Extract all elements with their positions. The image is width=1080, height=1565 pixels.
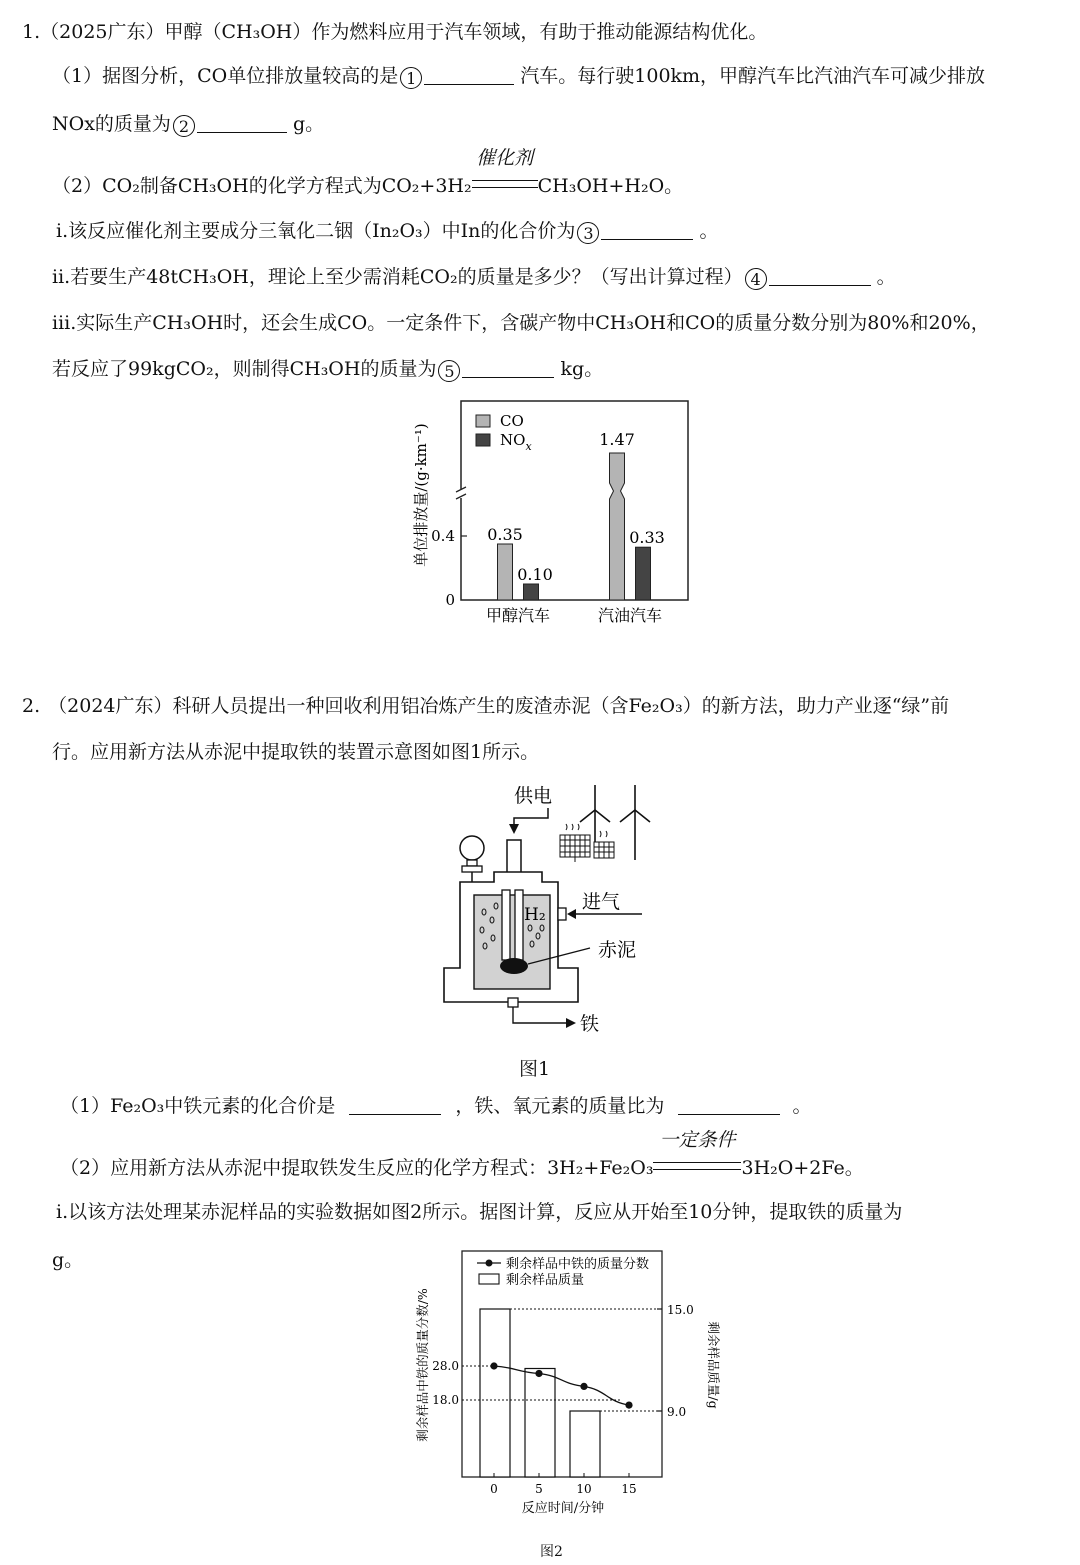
q1-part2-equation: （2）CO₂制备CH₃OH的化学方程式为CO₂+3H₂ 催化剂 CH₃OH+H₂O。 bbox=[52, 147, 684, 197]
electrode-right bbox=[515, 890, 523, 960]
answer-blank-mass-ratio[interactable] bbox=[678, 1096, 780, 1115]
chart2-line-iron-fraction bbox=[494, 1366, 629, 1405]
solar-panel-icon bbox=[560, 824, 614, 862]
chart1-bar-co-0 bbox=[498, 544, 513, 600]
chart1-legend-co-swatch bbox=[476, 415, 490, 427]
chart1-bar-nox-0 bbox=[524, 584, 539, 600]
q1-header: 1.（2025广东）甲醇（CH₃OH）作为燃料应用于汽车领域，有助于推动能源结构优化。 bbox=[22, 21, 768, 43]
chart2-legend-bar: 剩余样品质量 bbox=[506, 1273, 585, 1288]
chart2-bar-t5 bbox=[525, 1369, 555, 1478]
answer-marker-3: 3 bbox=[577, 222, 599, 244]
chart1-bars bbox=[487, 430, 665, 600]
chart2-point-t15 bbox=[625, 1402, 632, 1409]
figure1-caption: 图1 bbox=[519, 1058, 551, 1080]
apparatus-diagram bbox=[430, 780, 690, 1050]
q2-part2-i-line1: ⅰ.以该方法处理某赤泥样品的实验数据如图2所示。据图计算，反应从开始至10分钟，提取铁的质量为 bbox=[56, 1201, 903, 1223]
answer-marker-2: 2 bbox=[173, 115, 195, 137]
chart2-bar-t0 bbox=[480, 1309, 510, 1477]
q1-part1-line1: （1）据图分析，CO单位排放量较高的是 1 汽车。每行驶100km，甲醇汽车比汽油汽车可减少排放 bbox=[52, 65, 986, 88]
chart1-bar-co-1 bbox=[610, 453, 625, 600]
chart1-ytick-04: 0.4 bbox=[431, 527, 455, 545]
chart2-xlabel: 反应时间/分钟 bbox=[521, 1501, 605, 1516]
chart1-bar-label-nox-1: 0.33 bbox=[629, 528, 665, 548]
chart2-bar-t10 bbox=[570, 1411, 600, 1477]
chart1-bar-label-nox-0: 0.10 bbox=[517, 565, 553, 584]
red-mud-blob bbox=[500, 958, 528, 974]
chart2-legend-line-marker bbox=[486, 1260, 493, 1267]
power-label: 供电 bbox=[514, 785, 553, 807]
chart1-xlabel-gasoline: 汽油汽车 bbox=[597, 606, 663, 625]
answer-blank-valence[interactable] bbox=[349, 1096, 441, 1115]
chart2-ylabel-left: 剩余样品中铁的质量分数/% bbox=[415, 1288, 430, 1442]
iron-label: 铁 bbox=[580, 1013, 600, 1035]
chart2-point-t0 bbox=[490, 1362, 497, 1369]
chart1-ylabel: 单位排放量/(g·km⁻¹) bbox=[412, 423, 430, 567]
mud-label: 赤泥 bbox=[598, 939, 637, 961]
chart2-marks bbox=[462, 1309, 662, 1477]
answer-marker-5: 5 bbox=[438, 360, 460, 382]
chart2-ytick-left-18: 18.0 bbox=[432, 1393, 459, 1407]
chart1-bar-label-co-0: 0.35 bbox=[487, 525, 523, 544]
figure2-caption: 图2 bbox=[540, 1544, 563, 1560]
answer-blank-3[interactable] bbox=[601, 221, 693, 240]
chart2-xtick-5: 5 bbox=[535, 1482, 543, 1496]
nox-term: NOx bbox=[52, 113, 95, 135]
chart1-ytick-0: 0 bbox=[445, 591, 455, 609]
chart2-ytick-right-9: 9.0 bbox=[667, 1405, 687, 1419]
pressure-gauge-icon bbox=[460, 836, 484, 860]
q1-part2-iii-line1: ⅲ.实际生产CH₃OH时，还会生成CO。一定条件下，含碳产物中CH₃OH和CO的质量分数分别为80%和20%， bbox=[52, 312, 990, 334]
chart2-point-t10 bbox=[580, 1383, 587, 1390]
chart2-xtick-10: 10 bbox=[576, 1482, 592, 1496]
q1-part2-ii: ⅱ.若要生产48tCH₃OH，理论上至少需消耗CO₂的质量是多少？（写出计算过程） 4 。 bbox=[52, 266, 896, 289]
emission-bar-chart bbox=[400, 395, 700, 630]
iron-arrow bbox=[566, 1018, 576, 1028]
chart2-ytick-right-15: 15.0 bbox=[667, 1303, 694, 1317]
answer-blank-1[interactable] bbox=[424, 66, 514, 85]
equation-condition-2: 一定条件 bbox=[653, 1156, 741, 1180]
h2-label: H₂ bbox=[524, 905, 546, 925]
chart2-point-t5 bbox=[535, 1370, 542, 1377]
iron-outlet bbox=[508, 998, 518, 1007]
chart2-xtick-0: 0 bbox=[490, 1482, 498, 1496]
q2-header2: 行。应用新方法从赤泥中提取铁的装置示意图如图1所示。 bbox=[52, 741, 540, 763]
power-arrow bbox=[514, 808, 548, 828]
answer-blank-4[interactable] bbox=[769, 267, 871, 286]
q1-part2-i: ⅰ.该反应催化剂主要成分三氧化二铟（In₂O₃）中In的化合价为 3 。 bbox=[56, 220, 719, 243]
chart1-legend-nox: $NO_x$ bbox=[500, 431, 532, 453]
q1-part2-iii-line2: 若反应了99kgCO₂，则制得CH₃OH的质量为 5 kg。 bbox=[52, 358, 604, 381]
electrode-left bbox=[502, 890, 510, 960]
gas-in-label: 进气 bbox=[582, 891, 621, 913]
chart2-ytick-left-28: 28.0 bbox=[432, 1359, 459, 1373]
gas-arrow bbox=[567, 909, 576, 919]
chart2-legend-line: 剩余样品中铁的质量分数 bbox=[506, 1257, 650, 1272]
chart1-xlabel-methanol: 甲醇汽车 bbox=[485, 606, 551, 625]
chart2-xtick-15: 15 bbox=[621, 1482, 637, 1496]
chart1-legend-nox-swatch bbox=[476, 434, 490, 446]
gas-inlet bbox=[558, 908, 566, 920]
answer-blank-2[interactable] bbox=[197, 114, 287, 133]
equation-condition: 催化剂 bbox=[472, 174, 538, 198]
answer-marker-4: 4 bbox=[745, 268, 767, 290]
chart1-bar-nox-1 bbox=[636, 547, 651, 600]
chart1-legend-co: CO bbox=[500, 412, 524, 430]
chart2-legend-bar-swatch bbox=[479, 1274, 499, 1284]
q2-part2-i-line2: g。 bbox=[52, 1249, 84, 1271]
q1-part1-line2: NOx的质量为 2 g。 bbox=[52, 113, 325, 136]
chart1-axis-break bbox=[455, 487, 467, 499]
chart2-ylabel-right: 剩余样品质量/g bbox=[706, 1321, 721, 1409]
q2-header: 2. （2024广东）科研人员提出一种回收利用铝冶炼产生的废渣赤泥（含Fe₂O₃）的新方法，助力产业逐“绿”前 bbox=[22, 695, 950, 717]
q2-part2-equation: （2）应用新方法从赤泥中提取铁发生反应的化学方程式：3H₂+Fe₂O₃ 一定条件 3H₂O+2Fe。 bbox=[60, 1129, 864, 1179]
chart1-bar-label-co-1: 1.47 bbox=[599, 430, 635, 449]
q2-part1: （1）Fe₂O₃中铁元素的化合价是 ，铁、氧元素的质量比为 。 bbox=[60, 1095, 812, 1117]
chart1-plot-frame bbox=[461, 401, 688, 600]
iron-extraction-chart bbox=[405, 1245, 725, 1525]
answer-marker-1: 1 bbox=[400, 67, 422, 89]
answer-blank-5[interactable] bbox=[462, 359, 554, 378]
